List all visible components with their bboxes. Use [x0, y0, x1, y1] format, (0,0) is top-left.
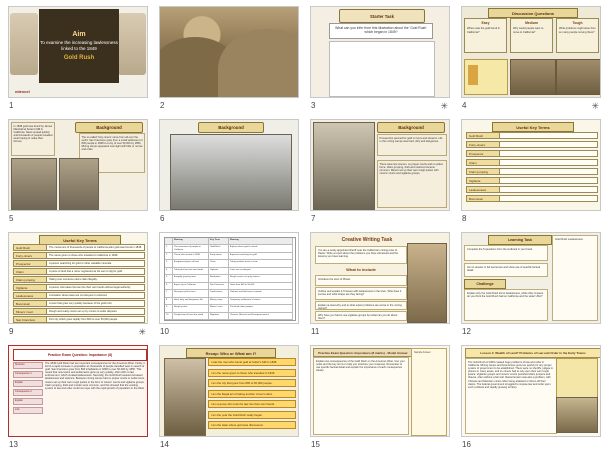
- discussion-column-easy: [464, 18, 507, 53]
- table-cell: Hard, dirty and dangerous life: [173, 298, 209, 305]
- key-term-label: Gold Rush: [466, 132, 500, 139]
- slide-thumbnail-10[interactable]: [159, 232, 299, 324]
- key-term-label: Prospector: [13, 260, 47, 267]
- creative-bullet-2: Outline and explain 4-5 issues with lawlessness in the town. Who does it involve and what shape are they facing?: [315, 287, 407, 300]
- slide-thumbnail-9[interactable]: [8, 232, 148, 324]
- column-title-medium: Medium: [525, 21, 538, 25]
- key-term-value: The name given to those who travelled to California in 1849.: [47, 252, 145, 259]
- table-cell: A person searching for gold: [229, 253, 293, 260]
- key-term-label: Boomtown: [466, 195, 500, 202]
- column-title-tough: Tough: [572, 21, 583, 25]
- key-term-label: Lawlessness: [13, 292, 47, 299]
- key-term-label: Vigilante: [466, 177, 500, 184]
- table-header-cell: Key Term: [209, 238, 229, 245]
- slide-number-15: 15: [311, 440, 320, 449]
- table-cell: Vigilante: [209, 268, 229, 275]
- table-cell: Punished claim jumpers: [229, 305, 293, 312]
- slide-number-8: 8: [462, 214, 467, 223]
- exam-board-logo: edexcel: [15, 89, 30, 94]
- table-cell: Rough justice: [173, 305, 209, 312]
- key-term-label: Forty-niners: [466, 141, 500, 148]
- starter-header: Starter Task: [339, 9, 425, 23]
- recap-question: I am the city that grew from 800 to 50,000 people.: [208, 379, 296, 387]
- slide-number-4: 4: [462, 101, 467, 110]
- structure-item: Explain: [13, 380, 43, 387]
- key-term-label: Boomtown: [13, 300, 47, 307]
- table-cell: Laws are not obeyed: [229, 268, 293, 275]
- table-cell: Taking the law into own hands: [173, 268, 209, 275]
- slide-number-1: 1: [9, 101, 14, 110]
- slide-cell-2[interactable]: [159, 6, 299, 110]
- slide-number-5: 5: [9, 214, 14, 223]
- key-term-value: [500, 150, 598, 157]
- summary-header: Lesson 4: Wealth of Land? Problems of Law and Order in the Early Towns: [465, 348, 601, 358]
- key-term-row: [466, 132, 598, 139]
- key-term-label: Prospector: [466, 150, 500, 157]
- table-cell: A port city in California: [173, 283, 209, 290]
- slide-cell-11[interactable]: [310, 232, 450, 336]
- recap-question: I was the man who found gold at Sutter's Mill in 1848.: [208, 358, 296, 366]
- key-term-value: [500, 132, 598, 139]
- background-header-5: Background: [75, 122, 143, 133]
- table-cell: The movement of people to California: [173, 245, 209, 252]
- column-title-easy: Easy: [481, 21, 490, 25]
- creative-writing-header: Creative Writing Task: [341, 236, 393, 243]
- key-term-label: San Francisco: [13, 316, 47, 323]
- answer-area: [329, 41, 435, 97]
- table-cell: Lawlessness: [209, 290, 229, 297]
- key-term-row: [13, 316, 145, 323]
- creative-intro: You are a newly appointed sheriff near the Californian mining town of Placer. Write a report about the problems you have witnessed and the lessons you have learning.: [315, 246, 407, 264]
- slide-cell-15[interactable]: [310, 345, 450, 449]
- discussion-header: Discussion Questions: [488, 8, 578, 18]
- gold-rush-label: Gold Rush: [63, 55, 95, 61]
- learning-task-header: Learning Task: [488, 235, 552, 245]
- key-term-value: A town that grew very quickly because of the gold rush.: [47, 300, 145, 307]
- what-to-include-header: What to include: [346, 266, 376, 272]
- table-cell: A registered piece of land: [173, 260, 209, 267]
- slide-number-12: 12: [462, 327, 471, 336]
- table-cell: Mining camp: [209, 298, 229, 305]
- slide-number-10: 10: [160, 327, 169, 336]
- key-term-row: [13, 284, 145, 291]
- challenge-text: Explain why the Gold Rush led to lawlessness, what other impacts do you think the Gold Rush had on California and the wider USA?: [464, 289, 548, 321]
- key-term-row: [466, 159, 598, 166]
- key-term-value: [500, 168, 598, 175]
- key-term-value: [500, 186, 598, 193]
- slide-cell-7[interactable]: [310, 119, 450, 223]
- key-term-label: Claim jumping: [466, 168, 500, 175]
- key-term-row: [466, 141, 598, 148]
- slide-number-3: 3: [311, 101, 316, 110]
- key-term-value: Port city which grew rapidly from 800 to over 50,000 people.: [47, 316, 145, 323]
- structure-item: Link: [13, 407, 43, 414]
- slide-thumbnail-5[interactable]: [8, 119, 148, 211]
- summary-body-text: The Gold Rush of 1849 created huge problems of law and order in California. Mining camps and boomtowns grew too quickly for any proper system of government to be established. There were no sheriffs, judges or prisons in many areas, and so miners had to rely upon their own rough justice. Vigilante groups and miners' courts punished claim jumpers and thieves, often without a fair trial. Racial tension was also a problem, with Chinese and Mexican miners often being attacked or driven off their claims. The federal government struggled to impose law and order upon such a distant and rapidly growing territory.: [465, 358, 557, 434]
- slide-thumbnail-13[interactable]: [8, 345, 148, 437]
- discussion-column-medium: [510, 18, 553, 53]
- slide-cell-8[interactable]: [461, 119, 601, 223]
- background-text-right: The so called 'forty-niners' came from all over the world. San Francisco grew from a small settlement of 800 people in 1848 to a city of over 50,000 by 1850. Mining camps appeared overnight with little or no law and order.: [79, 133, 145, 173]
- key-term-label: Lawlessness: [466, 186, 500, 193]
- table-cell: Migration: [209, 313, 229, 320]
- table-cell: Chinese, Mexican and European miners: [229, 313, 293, 320]
- slide-cell-16[interactable]: [461, 345, 601, 449]
- slide-cell-12[interactable]: [461, 232, 601, 336]
- table-cell: 7: [165, 290, 173, 297]
- key-term-value: A piece of land that a miner registered as his own to dig for gold.: [47, 268, 145, 275]
- discussion-photo-2: [556, 59, 601, 95]
- key-term-label: Vigilante: [13, 284, 47, 291]
- slide-cell-1[interactable]: [8, 6, 148, 110]
- slide-cell-14[interactable]: [159, 345, 299, 449]
- sheriff-illustration: [407, 243, 447, 323]
- table-cell: A place where gold is mined: [229, 245, 293, 252]
- miner-figure-left: [10, 13, 38, 75]
- key-term-row: [466, 186, 598, 193]
- slide-thumbnail-1[interactable]: [8, 6, 148, 98]
- table-cell: Taking another miner's claim: [229, 260, 293, 267]
- slide-number-11: 11: [311, 327, 320, 336]
- slide-number-16: 16: [462, 440, 471, 449]
- slide-thumbnail-8[interactable]: [461, 119, 601, 211]
- slide-thumbnail-2[interactable]: [159, 6, 299, 98]
- table-header-cell: [165, 238, 173, 245]
- discussion-photo-1: [510, 59, 556, 95]
- key-terms-header-8: Useful Key Terms: [492, 122, 574, 132]
- table-cell: 10: [165, 313, 173, 320]
- california-state-shape: [468, 65, 478, 85]
- background-text-left-7: Prospectors panned for gold in rivers and streams. Life in the mining camps was hard, dirty and dangerous.: [377, 134, 447, 156]
- slide-thumbnail-15[interactable]: [310, 345, 450, 437]
- slide-number-6: 6: [160, 214, 165, 223]
- recap-question: I am the state where gold was discovered.: [208, 421, 296, 429]
- table-cell: Claim: [209, 260, 229, 267]
- key-term-value: [500, 141, 598, 148]
- table-cell: Temporary settlement of miners: [229, 298, 293, 305]
- key-term-value: [500, 177, 598, 184]
- key-term-label: Claim: [13, 268, 47, 275]
- column-text-easy: Where was the gold found in California?: [467, 27, 500, 35]
- recap-question: I am the illegal act of taking another miner's claim.: [208, 390, 296, 398]
- slide-thumbnail-14[interactable]: [159, 345, 299, 437]
- table-cell: 5: [165, 275, 173, 282]
- summary-photo: [556, 397, 598, 433]
- slide-cell-5[interactable]: [8, 119, 148, 223]
- table-cell: San Francisco: [209, 283, 229, 290]
- slide-thumbnail-6[interactable]: [159, 119, 299, 211]
- slide-cell-9[interactable]: [8, 232, 148, 336]
- table-header-cell: Meaning: [229, 238, 293, 245]
- key-term-value: Taking over someone else's claim illegally.: [47, 276, 145, 283]
- slide-cell-10[interactable]: [159, 232, 299, 336]
- structure-item: Explain: [13, 398, 43, 405]
- table-cell: People from all over the world: [173, 313, 209, 320]
- recap-question: I am the year the Gold Rush really began.: [208, 411, 296, 419]
- slide-thumbnail-16[interactable]: [461, 345, 601, 437]
- table-cell: 9: [165, 305, 173, 312]
- key-term-row: [13, 260, 145, 267]
- key-term-label: Claim jumping: [13, 276, 47, 283]
- creative-bullet-3: Explain at least why and to what extent problems are worse in the mining camps?: [315, 301, 407, 310]
- background-photo-mid: [59, 158, 99, 211]
- key-term-row: [466, 150, 598, 157]
- background-header-7: Background: [377, 122, 445, 133]
- structure-item: Consequence 2: [13, 389, 43, 396]
- exam-question-header: Practice Exam Question: Importance (8): [13, 349, 147, 361]
- slide-thumbnail-12[interactable]: [461, 232, 601, 324]
- recap-illustration: [164, 358, 206, 436]
- creative-bullet-1: Introduce the town of Placer.: [315, 275, 407, 286]
- slide-thumbnail-4[interactable]: [461, 6, 601, 98]
- prospector-photo: [313, 122, 375, 211]
- table-cell: 4: [165, 268, 173, 275]
- slide-number-7: 7: [311, 214, 316, 223]
- creative-bullet-4: Why have you had to use vigilante groups but what can you do about them?: [315, 311, 407, 321]
- summary-map: [556, 358, 598, 400]
- animation-star-3: ✳: [440, 101, 448, 111]
- key-term-value: The movement of thousands of people to California after gold was found in 1848.: [47, 244, 145, 251]
- key-term-value: Rough and ready courts set up by miners to settle disputes.: [47, 308, 145, 315]
- california-map: [464, 59, 508, 95]
- background-photo-left: [11, 158, 57, 211]
- key-term-label: Gold Rush: [13, 244, 47, 251]
- column-text-tough: What problems might arise from so many people moving there?: [559, 27, 596, 35]
- recap-header: Recap: Who or What am I?: [186, 348, 276, 358]
- practice-body-text: Explain two consequences of the Gold Rush on the American West. Use your notes and the key terms to help you structure your response. Remember to use specific factual detail and explain the importance of each consequence clearly.: [313, 357, 409, 435]
- table-cell: 8: [165, 298, 173, 305]
- table-cell: Forty-niners: [209, 253, 229, 260]
- miner-figure-right: [118, 13, 146, 75]
- table-cell: Grew from 800 to 50,000: [229, 283, 293, 290]
- background-text-right-7: There were few women, no proper courts and no police force. Claim jumping, theft and violence became common. Miners set up their own rough justice with miners' courts and vigilante groups.: [377, 160, 447, 208]
- learning-task-text: Complete the 5 questions from the textbook in your book.: [464, 245, 548, 261]
- structure-item: Structure: [13, 362, 43, 369]
- key-term-row: [466, 168, 598, 175]
- textbook-extract: Gold Rush Lawlessness: [552, 235, 598, 321]
- key-term-value: A person searching for gold or other valuable minerals.: [47, 260, 145, 267]
- table-cell: Violence and theft were common: [229, 290, 293, 297]
- animation-star-4: ✳: [591, 101, 599, 111]
- table-cell: Rough courts set up by miners: [229, 275, 293, 282]
- historic-photo: [170, 134, 292, 210]
- key-term-row: [13, 268, 145, 275]
- key-term-row: [13, 252, 145, 259]
- recap-question: I am a group who took the law into their own hands.: [208, 400, 296, 408]
- key-term-label: Forty-niners: [13, 252, 47, 259]
- learning-task-text-2: Aim to answer in full sentences and show use of specific factual detail.: [464, 263, 548, 277]
- sample-answer-panel: Sample Answer: [411, 348, 447, 436]
- background-header-6: Background: [198, 122, 264, 133]
- key-term-label: Claim: [466, 159, 500, 166]
- key-terms-header-9: Useful Key Terms: [39, 235, 121, 245]
- table-cell: A rapidly growing town: [173, 275, 209, 282]
- slide-number-14: 14: [160, 440, 169, 449]
- recap-question: I am the name given to those who travelled in 1849.: [208, 369, 296, 377]
- starter-question: What can you infer from this illustration about the 'Gold Rush' which began in 1849?: [329, 23, 433, 39]
- background-text-left: In 1848 gold was found by James Marshall at Sutter's Mill in California. News spread quickly and thousands of people travelled west hoping to make their fortune.: [11, 122, 55, 156]
- key-term-value: A person who takes the law into their own hands without legal authority.: [47, 284, 145, 291]
- practice-exam-header: Practice Exam Question: Importance (8 marks) - Model Answer: [313, 348, 413, 357]
- slide-number-2: 2: [160, 101, 165, 110]
- column-text-medium: Why would people want to move to California?: [513, 27, 544, 35]
- slide-cell-13[interactable]: [8, 345, 148, 449]
- key-term-row: [13, 244, 145, 251]
- slide-number-13: 13: [9, 440, 18, 449]
- discussion-column-tough: [556, 18, 599, 53]
- key-term-row: [13, 292, 145, 299]
- exam-model-answer: The 1849 Gold Rush had two important consequences for the American West. Firstly, it led to a rapid increase in population as thousands of people travelled west in search of gold. San Francisco grew from 800 inhabitants in 1848 to over 50,000 by 1850. This meant that new towns and settlements grew up very quickly, often with no law enforcement, which created lawlessness. Secondly, the Gold Rush caused increased lawlessness and violence. Because mining camps had no proper courts or police force, miners set up their own rough justice in the form of miners' courts and vigilante groups. Claim jumping, theft and murder were common, and this showed that the existing system of law and order could not cope with the rapid growth of population in the West.: [45, 362, 145, 390]
- key-term-label: Miners' court: [13, 308, 47, 315]
- table-cell: No proper police force: [173, 290, 209, 297]
- key-term-value: [500, 159, 598, 166]
- table-cell: 3: [165, 260, 173, 267]
- aim-label: Aim: [72, 31, 86, 38]
- title-band: [39, 9, 119, 83]
- slide-thumbnail-11[interactable]: [310, 232, 450, 324]
- animation-star-9: ✳: [138, 327, 146, 337]
- table-cell: Those who arrived in 1849: [173, 253, 209, 260]
- key-term-row: [466, 195, 598, 202]
- slide-cell-4[interactable]: [461, 6, 601, 110]
- key-term-value: A situation where laws are not obeyed or enforced.: [47, 292, 145, 299]
- slide-thumbnail-3[interactable]: [310, 6, 450, 98]
- recap-question-list: [208, 358, 296, 434]
- slide-cell-6[interactable]: [159, 119, 299, 223]
- key-term-row: [466, 177, 598, 184]
- slide-number-9: 9: [9, 327, 14, 336]
- table-cell: Gold Rush: [209, 245, 229, 252]
- table-cell: Boomtown: [209, 275, 229, 282]
- exam-structure-sidebar: [13, 362, 43, 434]
- key-term-row: [13, 300, 145, 307]
- table-header-cell: Meaning: [173, 238, 209, 245]
- key-term-row: [13, 308, 145, 315]
- challenge-label: Challenge: [464, 279, 506, 289]
- slide-cell-3[interactable]: [310, 6, 450, 110]
- table-cell: 6: [165, 283, 173, 290]
- table-cell: 1: [165, 245, 173, 252]
- slide-thumbnail-7[interactable]: [310, 119, 450, 211]
- aim-text: To examine the increasing lawlessness linked to the 1849: [40, 40, 118, 51]
- table-cell: Miners' court: [209, 305, 229, 312]
- key-term-value: [500, 195, 598, 202]
- structure-item: Consequence 1: [13, 371, 43, 378]
- matching-table: [164, 237, 296, 321]
- key-term-row: [13, 276, 145, 283]
- table-cell: 2: [165, 253, 173, 260]
